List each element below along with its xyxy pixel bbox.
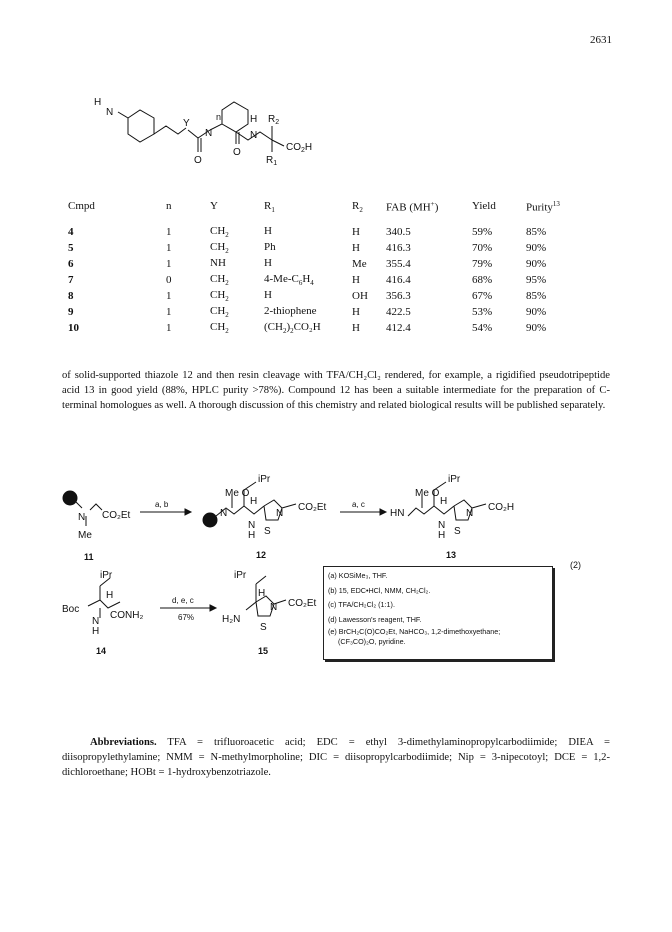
header-yield: Yield xyxy=(472,200,496,212)
legend-line: (CF₃CO)₂O, pyridine. xyxy=(338,637,406,646)
label-n2: N xyxy=(205,128,213,139)
cell-r2: Me xyxy=(352,258,367,270)
cell-cmpd: 8 xyxy=(68,290,74,302)
header-fab: FAB (MH+) xyxy=(386,200,439,214)
s12-co2et: CO₂Et xyxy=(298,502,327,513)
s13-n2: N xyxy=(438,520,446,531)
label-y: Y xyxy=(183,118,190,129)
paragraph-results-text: of solid-supported thiazole 12 and then resin cleavage with TFA/CH₂Cl₂ rendered, for example, a rigidified pseudotripeptide acid 13 in good yield (88%, HPLC purity >78%). Compound 12 has been a suitable intermediate for the preparation of C-terminal homologues as well. A thorough discussion of this chemistry and related biological results will be published separately. xyxy=(62,370,610,411)
cmpd-13-label: 13 xyxy=(446,550,457,560)
cell-yield: 79% xyxy=(472,258,493,270)
arrow3-yield: 67% xyxy=(178,613,195,622)
s15-n: N xyxy=(270,602,278,613)
s13-ipr: iPr xyxy=(448,474,461,485)
cell-n: 0 xyxy=(166,274,172,286)
cell-cmpd: 7 xyxy=(68,274,74,286)
cell-n: 1 xyxy=(166,258,172,270)
table-row xyxy=(68,256,586,272)
resin-bead-12 xyxy=(203,513,217,527)
cell-y: $CH_2$ xyxy=(210,240,229,256)
legend-line: (a) KOSiMe₃, THF. xyxy=(328,571,388,580)
label-h: H xyxy=(94,97,102,108)
cell-r2: H xyxy=(352,242,360,254)
cell-n: 1 xyxy=(166,226,172,238)
cell-fab: 340.5 xyxy=(386,226,411,238)
header-r2: $R_2$ xyxy=(352,200,363,215)
table-row xyxy=(68,320,586,336)
legend-line: (c) TFA/CH₂Cl₂ (1:1). xyxy=(328,600,395,609)
table-row xyxy=(68,240,586,256)
cell-r2: H xyxy=(352,274,360,286)
s14-conh2: CONH₂ xyxy=(110,610,144,621)
label-r2: $R_2$ xyxy=(268,114,280,126)
s14-n: N xyxy=(92,616,100,627)
s12-h: H xyxy=(250,496,258,507)
cell-fab: 412.4 xyxy=(386,322,411,334)
table-row xyxy=(68,224,586,240)
s11-co2et: CO₂Et xyxy=(102,510,131,521)
cell-cmpd: 4 xyxy=(68,226,74,238)
header-y: Y xyxy=(210,200,218,212)
page-number: 2631 xyxy=(590,34,612,46)
cell-r1: H xyxy=(264,224,272,237)
cell-y: $CH_2$ xyxy=(210,304,229,320)
cell-yield: 54% xyxy=(472,322,493,334)
cell-cmpd: 6 xyxy=(68,258,74,270)
cell-fab: 356.3 xyxy=(386,290,411,302)
s15-ipr: iPr xyxy=(234,570,247,581)
table-row xyxy=(68,272,586,288)
equation-number: (2) xyxy=(570,560,581,570)
s12-n2: N xyxy=(248,520,256,531)
s15-h: H xyxy=(258,588,266,599)
cell-purity: 85% xyxy=(526,226,547,238)
cell-purity: 90% xyxy=(526,242,547,254)
abbreviations-heading: Abbreviations. xyxy=(90,737,157,748)
cell-n: 1 xyxy=(166,322,172,334)
cell-purity: 90% xyxy=(526,322,547,334)
table-header-row xyxy=(68,200,586,224)
s14-h: H xyxy=(106,590,114,601)
cell-r1: 2-thiophene xyxy=(264,304,317,317)
s15-co2et: CO₂Et xyxy=(288,598,317,609)
cell-fab: 422.5 xyxy=(386,306,411,318)
cmpd-15-label: 15 xyxy=(258,646,269,656)
s12-ipr: iPr xyxy=(258,474,271,485)
s11-me: Me xyxy=(78,530,92,541)
cell-r1: $4-Me-C_6H_4$ xyxy=(264,272,314,288)
s13-hn: HN xyxy=(390,508,405,519)
s12-h2: H xyxy=(248,530,256,541)
s12-n3: N xyxy=(276,508,284,519)
s15-h2n: H₂N xyxy=(222,614,241,625)
cell-purity: 90% xyxy=(526,306,547,318)
header-n: n xyxy=(166,200,172,212)
table-row xyxy=(68,304,586,320)
cell-yield: 68% xyxy=(472,274,493,286)
cell-cmpd: 5 xyxy=(68,242,74,254)
s12-s: S xyxy=(264,526,271,537)
cell-cmpd: 9 xyxy=(68,306,74,318)
cell-yield: 67% xyxy=(472,290,493,302)
cell-n: 1 xyxy=(166,306,172,318)
cell-y: $CH_2$ xyxy=(210,272,229,288)
label-h2: H xyxy=(250,114,258,125)
s11-n: N xyxy=(78,512,86,523)
s14-ipr: iPr xyxy=(100,570,113,581)
label-o1: O xyxy=(194,155,202,166)
cell-y: $CH_2$ xyxy=(210,288,229,304)
arrow2-label: a, c xyxy=(352,500,365,509)
cell-r1: H xyxy=(264,288,272,301)
cmpd-14-label: 14 xyxy=(96,646,107,656)
s14-h2: H xyxy=(92,626,100,637)
legend-line: (d) Lawesson's reagent, THF. xyxy=(328,614,422,624)
cell-cmpd: 10 xyxy=(68,322,79,334)
table-row xyxy=(68,288,586,304)
header-r1: $R_1$ xyxy=(264,200,275,215)
cell-purity: 95% xyxy=(526,274,547,286)
legend-line: (b) 15, EDC•HCl, NMM, CH₂Cl₂. xyxy=(328,585,431,595)
cell-r1: Ph xyxy=(264,240,276,253)
cell-fab: 416.3 xyxy=(386,242,411,254)
legend-line: (e) BrCH₂C(O)CO₂Et, NaHCO₃, 1,2-dimethoxyethane; xyxy=(328,627,501,636)
resin-bead-11 xyxy=(63,491,77,505)
s12-meo: Me O xyxy=(225,488,250,499)
cell-r2: H xyxy=(352,322,360,334)
cell-y: $CH_2$ xyxy=(210,224,229,240)
s13-meo: Me O xyxy=(415,488,440,499)
s13-h2: H xyxy=(438,530,446,541)
header-cmpd: Cmpd xyxy=(68,200,95,212)
cell-purity: 90% xyxy=(526,258,547,270)
cell-yield: 53% xyxy=(472,306,493,318)
header-purity: Purity$^{13}$ xyxy=(526,200,560,214)
s13-s: S xyxy=(454,526,461,537)
label-r1: $R_1$ xyxy=(266,155,278,167)
cell-r1: H xyxy=(264,256,272,269)
cell-n: 1 xyxy=(166,290,172,302)
label-co2h: $CO_2H$ xyxy=(286,142,313,154)
label-n-sub: n xyxy=(216,112,222,122)
arrow1-label: a, b xyxy=(155,500,169,509)
s13-n3: N xyxy=(466,508,474,519)
label-n3: N xyxy=(250,130,258,141)
reagent-legend xyxy=(323,566,553,660)
cmpd-11-label: 11 xyxy=(84,552,94,562)
paragraph-results xyxy=(62,368,610,413)
cell-yield: 59% xyxy=(472,226,493,238)
cell-y: NH xyxy=(210,256,226,269)
cell-y: $CH_2$ xyxy=(210,320,229,336)
label-n1: N xyxy=(106,107,114,118)
cell-r1: $(CH_2)_2CO_2H$ xyxy=(264,320,321,336)
cell-fab: 355.4 xyxy=(386,258,411,270)
compound-table xyxy=(68,200,586,336)
cell-n: 1 xyxy=(166,242,172,254)
s14-boc: Boc xyxy=(62,604,80,615)
s12-n: N xyxy=(220,508,228,519)
cmpd-12-label: 12 xyxy=(256,550,267,560)
s13-co2h: CO₂H xyxy=(488,502,515,513)
s13-h: H xyxy=(440,496,448,507)
cell-yield: 70% xyxy=(472,242,493,254)
label-o2: O xyxy=(233,147,241,158)
cell-r2: H xyxy=(352,226,360,238)
arrow3-label: d, e, c xyxy=(172,596,194,605)
cell-purity: 85% xyxy=(526,290,547,302)
generic-structure-labels xyxy=(94,97,312,167)
cell-fab: 416.4 xyxy=(386,274,411,286)
cell-r2: H xyxy=(352,306,360,318)
abbreviations-paragraph xyxy=(62,735,610,780)
abbreviations-text: TFA = trifluoroacetic acid; EDC = ethyl 3-dimethylaminopropylcarbodiimide; DIEA = diisopropylethylamine; NMM = N-methylmorpholine; DIC = diisopropylcarbodiimide; Nip = 3-nipecotoyl; DCE = 1,2-dichloroethane; HOBt = 1-hydroxybenzotriazole. xyxy=(62,737,610,778)
cell-r2: OH xyxy=(352,290,368,302)
generic-structure xyxy=(88,90,348,180)
s15-s: S xyxy=(260,622,267,633)
